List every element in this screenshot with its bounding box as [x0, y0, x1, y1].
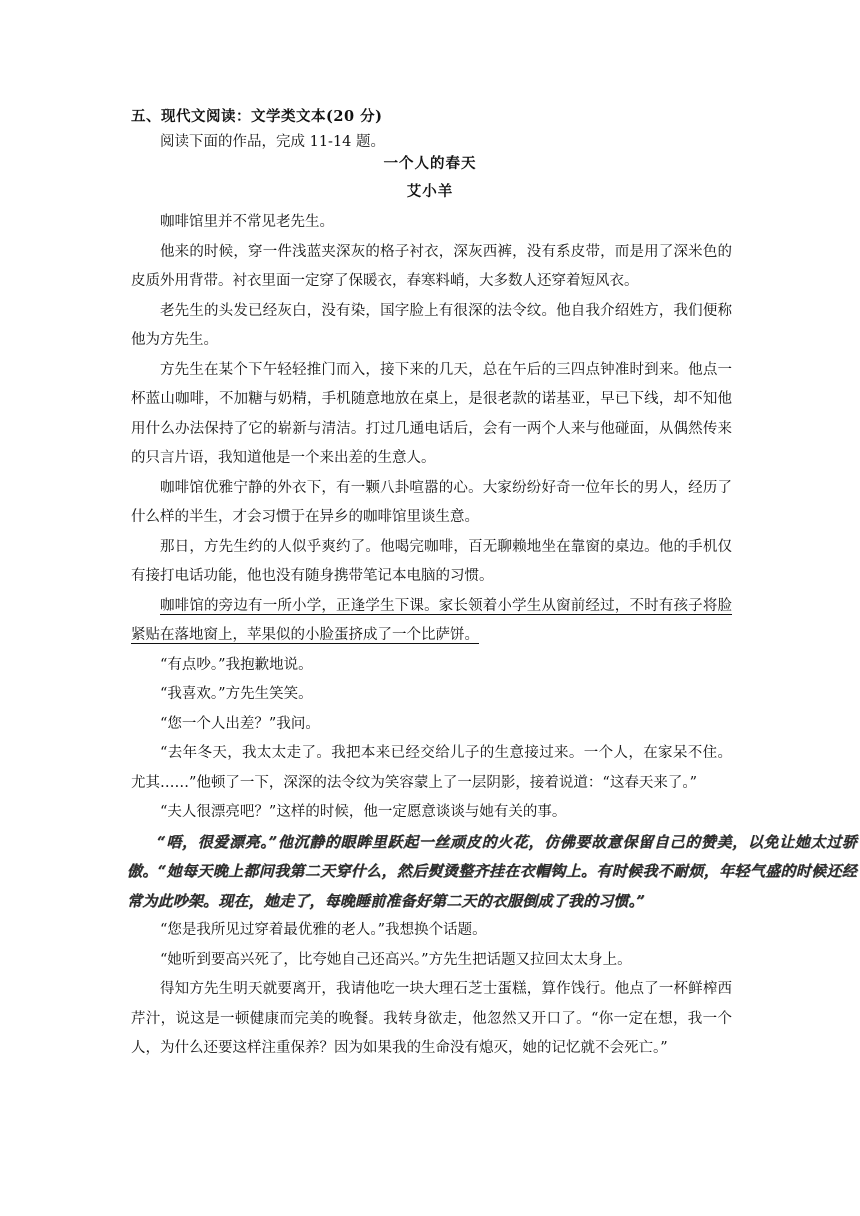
paragraph-16: 得知方先生明天就要离开，我请他吃一块大理石芝士蛋糕，算作饯行。他点了一杯鲜榨西芹汁，说这是一顿健康而完美的晚餐。我转身欲走，他忽然又开口了。“你一定在想，我一个人，为什么还要这样注重保养？因为如果我的生命没有熄灭，她的记忆就不会死亡。” [131, 981, 732, 1056]
paragraph-13-scanned: “唔，很爱漂亮。”他沉静的眼眸里跃起一丝顽皮的火花，仿佛要故意保留自己的赞美，以免让她太过骄傲。“她每天晚上都问我第二天穿什么，然后熨烫整齐挂在衣帽钩上。有时候我不耐烦，年轻气盛的时候还经常为此吵架。现在，她走了，每晚睡前准备好第二天的衣服倒成了我的习惯。” [127, 832, 857, 910]
paragraph-8: “有点吵。”我抱歉地说。 [160, 656, 313, 673]
paragraph-15: “她听到要高兴死了，比夸她自己还高兴。”方先生把话题又拉回太太身上。 [160, 951, 632, 968]
paragraph-6: 那日，方先生约的人似乎爽约了。他喝完咖啡，百无聊赖地坐在靠窗的桌边。他的手机仅有接打电话功能，他也没有随身携带笔记本电脑的习惯。 [131, 538, 732, 584]
paragraph-1: 咖啡馆里并不常见老先生。 [160, 214, 334, 230]
paragraph-7-underlined [131, 592, 732, 651]
article-body [127, 208, 857, 1064]
paragraph-12: “夫人很漂亮吧？”这样的时候，他一定愿意谈谈与她有关的事。 [160, 804, 567, 820]
paragraph-14: “您是我所见过穿着最优雅的老人。”我想换个话题。 [160, 922, 487, 938]
paragraph-3: 老先生的头发已经灰白，没有染，国字脸上有很深的法令纹。他自我介绍姓方，我们便称他为方先生。 [131, 302, 732, 348]
reading-instruction: 阅读下面的作品，完成 11-14 题。 [160, 134, 386, 150]
paragraph-11: “去年冬天，我太太走了。我把本来已经交给儿子的生意接过来。一个人，在家呆不住。尤其……”他顿了一下，深深的法令纹为笑容蒙上了一层阴影，接着说道：“这春天来了。” [131, 745, 732, 791]
paragraph-2: 他来的时候，穿一件浅蓝夹深灰的格子衬衣，深灰西裤，没有系皮带，而是用了深米色的皮质外用背带。衬衣里面一定穿了保暖衣，春寒料峭，大多数人还穿着短风衣。 [131, 243, 732, 289]
section-heading: 五、现代文阅读：文学类文本(20 分) [131, 108, 383, 125]
paragraph-9: “我喜欢。”方先生笑笑。 [160, 686, 313, 702]
underlined-sentence: 咖啡馆的旁边有一所小学，正逢学生下课。家长领着小学生从窗前经过，不时有孩子将脸紧贴在落地窗上，苹果似的小脸蛋挤成了一个比萨饼。 [131, 597, 732, 643]
paragraph-4: 方先生在某个下午轻轻推门而入，接下来的几天，总在午后的三四点钟准时到来。他点一杯蓝山咖啡，不加糖与奶精，手机随意地放在桌上，是很老款的诺基亚，早已下线，却不知他用什么办法保持了它的崭新与清洁。打过几通电话后，会有一两个人来与他碰面，从偶然传来的只言片语，我知道他是一个来出差的生意人。 [131, 361, 732, 466]
paragraph-5: 咖啡馆优雅宁静的外衣下，有一颗八卦喧嚣的心。大家纷纷好奇一位年长的男人，经历了什么样的半生，才会习惯于在异乡的咖啡馆里谈生意。 [131, 479, 732, 525]
paragraph-10: “您一个人出差？”我问。 [160, 715, 320, 732]
article-title: 一个人的春天 [383, 155, 477, 172]
article-author: 艾小羊 [406, 183, 454, 200]
